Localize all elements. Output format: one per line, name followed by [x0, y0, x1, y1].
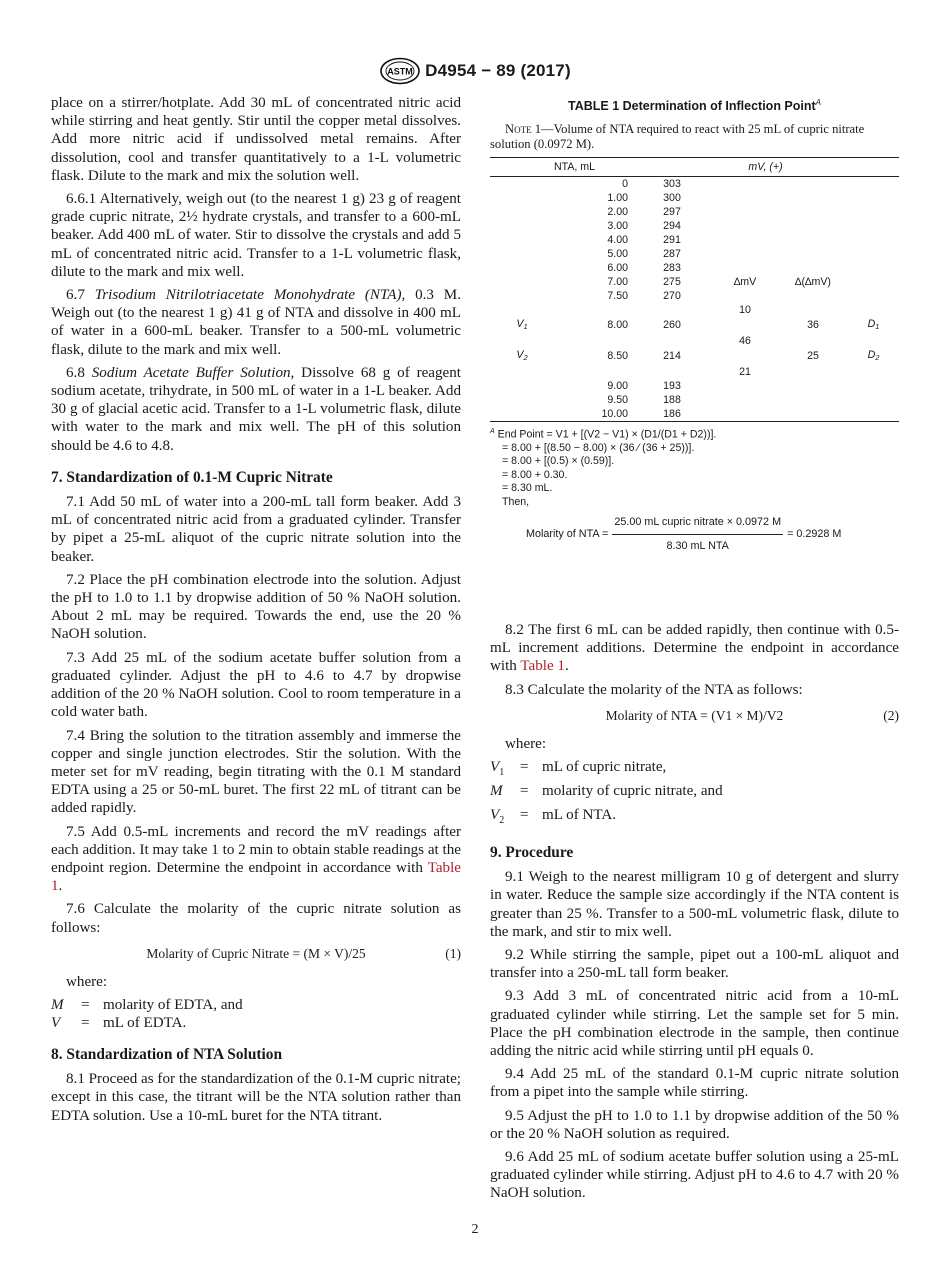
cell-delta-delta-mv: 25 [807, 350, 819, 363]
fraction-denominator: 8.30 mL NTA [666, 539, 729, 552]
cell-delta-mv: 10 [739, 303, 751, 316]
where-label: where: [505, 735, 547, 752]
equation-2 [490, 707, 899, 725]
section-heading-9: 9. Procedure [490, 843, 574, 861]
definition-symbol: V [51, 1014, 61, 1031]
equation-number: (2) [883, 707, 899, 723]
left-column [51, 94, 461, 1130]
definition-symbol [490, 806, 520, 830]
where-label: where: [66, 973, 108, 990]
table-row [490, 275, 899, 289]
symbol-subscript: 1 [499, 766, 505, 778]
table-row [490, 407, 899, 422]
table-row [490, 393, 899, 407]
document-designation: D4954 − 89 (2017) [425, 61, 571, 80]
definition-item [51, 996, 461, 1014]
table-row [490, 348, 899, 365]
definition-list [490, 758, 899, 830]
label-symbol: V [516, 317, 524, 330]
equation-1 [51, 945, 461, 963]
right-column [490, 94, 899, 1208]
reagent-title: Trisodium Nitrilotriacetate Monohydrate (NTA), [94, 287, 406, 304]
paragraph-6-6-cont: place on a stirrer/hotplate. Add 30 mL of concentrated nitric acid while stirring and heat gently. Stir until the copper metal dissolves. Add more nitric acid if undissolved metal remains. After dissolution, cool and transfer quantitatively to a 1-L volumetric flask. Dilute to the mark and mix the solution well. [51, 95, 461, 184]
cell-nta: 0 [622, 177, 628, 190]
definition-equals: = [81, 996, 90, 1013]
section-number: 6.7 [66, 287, 85, 304]
cell-mv: 214 [663, 350, 681, 363]
definition-symbol: M [51, 996, 64, 1013]
definition-symbol [490, 782, 520, 806]
note-text: —Volume of NTA required to react with 25 mL of cupric nitrate solution (0.0972 M). [490, 122, 865, 152]
table-row [490, 247, 899, 261]
table-1-link[interactable]: Table 1 [51, 859, 461, 895]
symbol-subscript: 2 [499, 814, 505, 826]
equation-text: Molarity of NTA = (V1 × M)/V2 [605, 707, 784, 723]
d-symbol: D [867, 317, 876, 330]
footnote-line: Then, [502, 495, 530, 508]
equation-number: (1) [445, 945, 461, 961]
section-heading-7: 7. Standardization of 0.1-M Cupric Nitrate [51, 468, 333, 486]
cell-nta: 9.00 [607, 379, 628, 392]
cell-nta: 8.50 [607, 350, 628, 363]
molarity-rhs: = 0.2928 M [787, 528, 842, 541]
paragraph-text: 8.2 The first 6 mL can be added rapidly, then continue with 0.5-mL increment additions. Determine the endpoint in accordance with [490, 621, 899, 675]
paragraph-text: 7.5 Add 0.5-mL increments and record the mV readings after each addition. It may take 1 to 2 min to obtain stable readings at the endpoint region. Determine the endpoint in accordance with [51, 823, 461, 876]
cell-d [848, 317, 899, 334]
table-row [490, 176, 899, 191]
cell-nta: 7.00 [607, 275, 628, 288]
cell-nta: 1.00 [607, 191, 628, 204]
table-header-mv: mV, (+) [748, 160, 783, 173]
fraction-numerator: 25.00 mL cupric nitrate × 0.0972 M [612, 513, 783, 534]
paragraph-text: Dissolve 68 g of reagent sodium acetate, trihydrate, in 500 mL of water in a 1-L beaker. Add 30 g of glacial acetic acid. Transfer to a 1-L volumetric flask, dilute with water to the mark and mix well. The pH of this solution should be 4.6 to 4.8. [51, 364, 461, 454]
cell-nta: 7.50 [607, 289, 628, 302]
paragraph-8-2: 8.2 The first 6 mL can be added rapidly, then continue with 0.5-mL increment additions. Determine the endpoint in accordance with Table 1. [490, 621, 899, 675]
definition-text: mL of EDTA. [103, 1014, 187, 1031]
section-heading-8: 8. Standardization of NTA Solution [51, 1045, 283, 1063]
definition-item [490, 758, 899, 782]
footnote-line: = 8.00 + [(0.5) × (0.59)]. [502, 455, 615, 468]
molarity-fraction [612, 513, 783, 554]
paragraph-7-6: 7.6 Calculate the molarity of the cupric nitrate solution as follows: [51, 901, 461, 936]
table-row [490, 205, 899, 219]
footnote-text: End Point = V1 + [(V2 − V1) × (D1/(D1 + D2))]. [497, 428, 717, 441]
table-header-cell [490, 157, 554, 176]
cell-mv: 294 [663, 219, 681, 232]
label-symbol: V [516, 348, 524, 361]
footnote-line: = 8.00 + [(8.50 − 8.00) × (36 ⁄ (36 + 25))]. [502, 441, 695, 454]
table-row [490, 334, 899, 348]
paragraph-6-6-1: 6.6.1 Alternatively, weigh out (to the nearest 1 g) 23 g of reagent grade cupric nitrate, 2½ hydrate crystals, and transfer to a 600-mL beaker. Add 400 mL of water. Stir to dissolve the crystals and add 5 mL of concentrated nitric acid. Transfer to a 1-L volumetric flask, dilute to the mark and mix well. [51, 191, 461, 280]
footnote-line [490, 425, 899, 442]
paragraph-7-2: 7.2 Place the pH combination electrode into the solution. Adjust the pH to 1.0 to 1.1 by dropwise addition of 50 % NaOH solution. About 2 mL may be required. Towards the end, use the 20 % NaOH solution. [51, 571, 461, 643]
cell-nta: 5.00 [607, 247, 628, 260]
definition-equals: = [81, 1014, 90, 1031]
paragraph-9-6: 9.6 Add 25 mL of sodium acetate buffer solution using a 25-mL graduated cylinder while stirring. Adjust pH to 4.6 to 4.7 with 20 % NaOH solution. [490, 1149, 899, 1202]
cell-nta: 8.00 [607, 319, 628, 332]
table-header-nta: NTA, mL [554, 160, 596, 173]
inflection-point-table [490, 157, 899, 422]
paragraph-7-1: 7.1 Add 50 mL of water into a 200-mL tall form beaker. Add 3 mL of concentrated nitric acid from a graduated cylinder. Transfer by pipet a 25-mL aliquot of the cupric nitrate solution into the beaker. [51, 494, 461, 565]
definition-text: molarity of cupric nitrate, and [542, 782, 723, 799]
page-number: 2 [471, 1222, 479, 1237]
definition-equals: = [520, 758, 529, 775]
paragraph-6-8 [51, 364, 461, 455]
cell-mv: 260 [663, 319, 681, 332]
table-row [490, 191, 899, 205]
paragraph-9-4: 9.4 Add 25 mL of the standard 0.1-M cupric nitrate solution from a pipet into the sample while stirring. [490, 1066, 899, 1101]
cell-nta: 9.50 [607, 393, 628, 406]
table-row [490, 261, 899, 275]
paragraph-text: 0.3 M. Weigh out (to the nearest 1 g) 41 g of NTA and dissolve in 400 mL of water in a 600-mL beaker. Transfer to a 500-mL volumetric flask, dilute to the mark and mix well. [51, 287, 462, 358]
section-number: 6.8 [66, 364, 85, 381]
table-row [490, 289, 899, 303]
cell-mv: 291 [663, 233, 681, 246]
reagent-title: Sodium Acetate Buffer Solution, [91, 364, 295, 381]
table-title-text: TABLE 1 Determination of Inflection Point [567, 99, 816, 114]
cell-mv: 270 [663, 289, 681, 302]
footnote-line: = 8.00 + 0.30. [502, 468, 568, 481]
definition-text: molarity of EDTA, and [103, 996, 243, 1013]
page-header [0, 56, 950, 86]
cell-nta: 4.00 [607, 233, 628, 246]
cell-mv: 188 [663, 393, 681, 406]
table-row [490, 317, 899, 334]
header-delta-mv: ∆mV [733, 275, 757, 288]
d-subscript: 1 [875, 321, 880, 331]
cell-mv: 300 [663, 191, 681, 204]
symbol-letter: V [490, 758, 500, 775]
footnote-marker: A [490, 427, 495, 435]
spacer [490, 555, 899, 621]
definition-item [490, 782, 899, 806]
logo-text: ASTM [387, 66, 413, 77]
cell-delta-delta-mv: 36 [807, 319, 819, 332]
cell-mv: 283 [663, 261, 681, 274]
cell-delta-mv: 21 [739, 365, 751, 378]
d-symbol: D [867, 348, 876, 361]
cell-nta: 10.00 [554, 407, 632, 422]
definition-text: mL of cupric nitrate, [542, 758, 667, 775]
table-row [490, 219, 899, 233]
paragraph-7-5: 7.5 Add 0.5-mL increments and record the mV readings after each addition. It may take 1 to 2 min to obtain stable readings at the endpoint region. Determine the endpoint in accordance with Table 1. [51, 823, 461, 895]
table-row [490, 365, 899, 379]
cell-label [490, 348, 554, 365]
paragraph-9-3: 9.3 Add 3 mL of concentrated nitric acid from a 10-mL graduated cylinder while stirring. Let the sample set for 5 min. Place the pH combination electrode in the sample, then continue adding the nitric acid while stirring until pH equals 0. [490, 988, 899, 1059]
table-title [490, 94, 899, 115]
molarity-formula [526, 513, 899, 554]
paragraph-9-5: 9.5 Adjust the pH to 1.0 to 1.1 by dropwise addition of the 50 % or the 20 % NaOH solution as required. [490, 1107, 899, 1142]
table-1-link[interactable]: Table 1 [520, 658, 565, 675]
table-row [490, 379, 899, 393]
definition-text: mL of NTA. [542, 806, 617, 823]
table-header-row [490, 157, 899, 176]
cell-mv: 193 [663, 379, 681, 392]
molarity-lhs: Molarity of NTA = [526, 528, 609, 541]
paragraph-7-4: 7.4 Bring the solution to the titration assembly and immerse the copper and single junction electrodes. Stir the solution. With the meter set for mV reading, begin titrating with the 0.1 M standard EDTA using a 25 or 50-mL buret. The first 22 mL of titrant can be added rapidly. [51, 727, 461, 817]
definition-list [51, 996, 461, 1032]
paragraph-8-3: 8.3 Calculate the molarity of the NTA as follows: [505, 681, 803, 698]
label-subscript: 2 [523, 352, 528, 362]
cell-label [490, 317, 554, 334]
table-footnote [490, 425, 899, 510]
cell-delta-mv: 46 [739, 334, 751, 347]
cell-d [848, 348, 899, 365]
definition-symbol [490, 758, 520, 782]
paragraph-6-7 [51, 286, 461, 359]
definition-item [51, 1014, 461, 1032]
footnote-line: = 8.30 mL. [502, 482, 553, 495]
table-row [490, 233, 899, 247]
note-label: Note 1 [505, 122, 542, 137]
symbol-letter: M [490, 782, 503, 799]
equation-text: Molarity of Cupric Nitrate = (M × V)/25 [146, 945, 366, 961]
cell-mv: 275 [663, 275, 681, 288]
table-note [490, 122, 899, 152]
cell-mv: 297 [663, 205, 681, 218]
label-subscript: 1 [523, 321, 528, 331]
paragraph-7-3: 7.3 Add 25 mL of the sodium acetate buffer solution from a graduated cylinder. Adjust the pH to 4.6 to 4.7 by dropwise addition of the 20 % NaOH solution. Cool to room temperature in a cold water bath. [51, 649, 461, 721]
symbol-letter: V [490, 806, 500, 823]
cell-nta: 3.00 [607, 219, 628, 232]
cell-nta: 2.00 [607, 205, 628, 218]
paragraph-8-1: 8.1 Proceed as for the standardization of the 0.1-M cupric nitrate; except in this case, the titrant will be the NTA solution rather than EDTA solution. Use a 10-mL buret for the NTA titrant. [51, 1071, 461, 1124]
header-delta-delta-mv: ∆(∆mV) [795, 275, 831, 288]
cell-mv: 186 [632, 407, 712, 422]
definition-equals: = [520, 782, 529, 799]
cell-mv: 303 [663, 177, 681, 190]
table-footnote-marker: A [815, 98, 822, 107]
astm-logo-icon [379, 57, 421, 85]
paragraph-9-1: 9.1 Weigh to the nearest milligram 10 g of detergent and slurry in water. Reduce the sample size accordingly if the NTA content is greater than 25 %. Transfer to a 500-mL volumetric flask, dilute to the mark, and stir to mix well. [490, 869, 899, 940]
paragraph-9-2: 9.2 While stirring the sample, pipet out a 100-mL aliquot and transfer into a 250-mL tall form beaker. [490, 946, 899, 982]
definition-equals: = [520, 806, 529, 823]
definition-item [490, 806, 899, 830]
cell-mv: 287 [663, 247, 681, 260]
table-row [490, 303, 899, 317]
d-subscript: 2 [875, 352, 880, 362]
cell-nta: 6.00 [607, 261, 628, 274]
